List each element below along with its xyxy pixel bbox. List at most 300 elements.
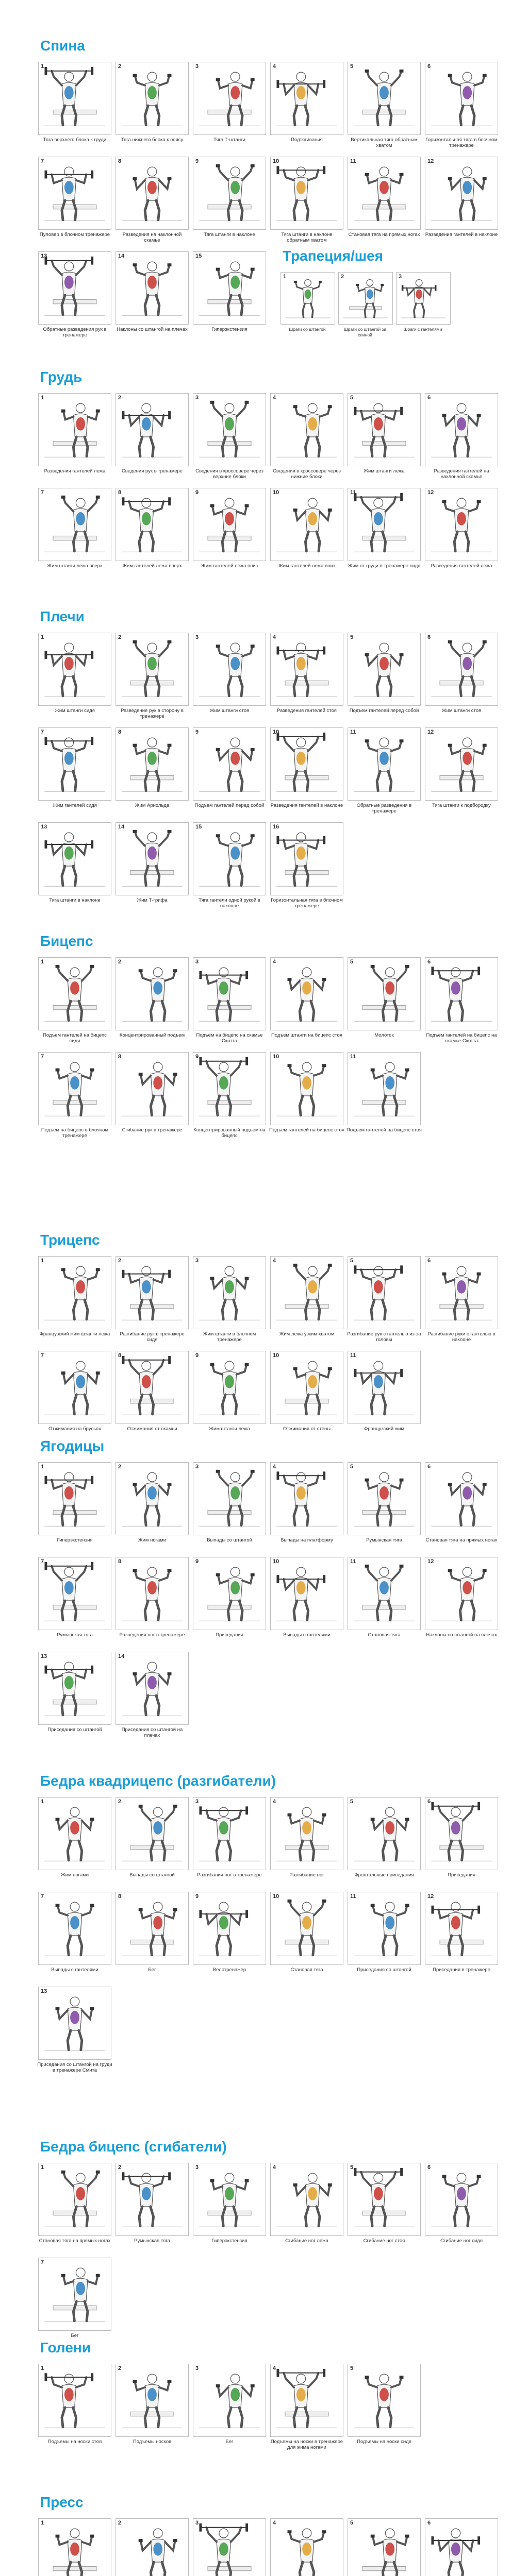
exercise-number: 10 xyxy=(273,1893,279,1900)
exercise-number: 3 xyxy=(195,959,199,965)
exercise-card xyxy=(268,1797,345,1892)
exercise-frame xyxy=(38,2364,111,2437)
exercise-frame xyxy=(425,1557,498,1630)
exercise-number: 5 xyxy=(350,1464,354,1470)
exercise-caption: Тяга Т-штанги xyxy=(213,137,245,143)
exercise-illustration xyxy=(271,728,343,800)
exercise-number: 3 xyxy=(399,274,402,280)
exercise-caption: Обратные разведения в тренажере xyxy=(356,803,412,814)
exercise-number: 9 xyxy=(195,729,199,735)
exercise-card xyxy=(423,393,500,488)
exercise-caption: Выпады со штангой xyxy=(207,1537,252,1543)
exercise-number: 5 xyxy=(350,2164,354,2171)
exercise-frame xyxy=(193,62,266,135)
exercise-illustration xyxy=(425,728,498,800)
exercise-card xyxy=(36,2258,113,2352)
exercise-card xyxy=(345,1892,423,1987)
exercise-illustration xyxy=(193,394,266,466)
exercise-illustration xyxy=(348,394,420,466)
exercise-number: 7 xyxy=(41,2259,44,2265)
exercise-number: 15 xyxy=(195,253,202,259)
exercise-illustration xyxy=(39,728,111,800)
exercise-number: 11 xyxy=(350,1558,356,1565)
exercise-caption: Сведения в кроссовере через нижние блоки xyxy=(273,468,341,480)
exercise-frame xyxy=(425,157,498,230)
exercise-caption: Горизонтальная тяга в блочном тренажере xyxy=(425,137,498,148)
exercise-number: 12 xyxy=(427,729,434,735)
exercise-illustration xyxy=(193,823,266,895)
exercise-card xyxy=(345,957,423,1052)
exercise-illustration xyxy=(348,2519,420,2576)
exercise-card xyxy=(36,1256,113,1351)
exercise-card xyxy=(191,157,268,251)
exercise-frame xyxy=(348,1256,421,1329)
exercise-frame xyxy=(116,2518,189,2576)
exercise-caption: Разведения гантелей стоя xyxy=(277,708,337,714)
exercise-caption: Подъемы на носки сидя xyxy=(357,2439,411,2445)
exercise-frame xyxy=(38,393,111,466)
section xyxy=(36,1772,500,2081)
exercise-frame xyxy=(116,822,189,895)
exercise-card xyxy=(394,272,452,339)
exercise-illustration xyxy=(271,488,343,561)
exercise-caption: Выпады с гантелями xyxy=(283,1632,331,1638)
exercise-frame xyxy=(270,393,343,466)
exercise-frame xyxy=(116,1652,189,1725)
exercise-caption: Сведения в кроссовере через верхние блоки xyxy=(195,468,263,480)
exercise-caption: Жим штанги сидя xyxy=(55,708,95,714)
exercise-frame xyxy=(270,1052,343,1125)
exercise-frame xyxy=(425,62,498,135)
exercise-illustration xyxy=(39,1987,111,2059)
exercise-caption: Приседания со штангой на груди в тренажере Смита xyxy=(37,2062,112,2073)
exercise-number: 8 xyxy=(118,489,122,496)
exercise-caption: Подтягивания xyxy=(291,137,323,143)
exercise-number: 2 xyxy=(118,959,122,965)
exercise-frame xyxy=(193,2364,266,2437)
exercise-frame xyxy=(270,2518,343,2576)
exercise-caption: Разведения на наклонной скамье xyxy=(122,232,182,243)
exercise-card xyxy=(278,272,336,339)
exercise-number: 14 xyxy=(118,1653,125,1659)
exercise-frame xyxy=(116,393,189,466)
exercise-frame xyxy=(348,393,421,466)
exercise-illustration xyxy=(193,488,266,561)
exercise-illustration xyxy=(39,488,111,561)
exercise-illustration xyxy=(39,394,111,466)
section-title: Грудь xyxy=(40,369,82,385)
exercise-frame xyxy=(425,2163,498,2236)
exercise-frame xyxy=(116,2364,189,2437)
exercise-illustration xyxy=(193,2163,266,2235)
exercise-caption: Жим лежа узким хватом xyxy=(279,1331,335,1337)
exercise-number: 15 xyxy=(195,824,202,830)
exercise-illustration xyxy=(116,62,188,134)
exercise-illustration xyxy=(425,1557,498,1630)
exercise-frame xyxy=(348,157,421,230)
section xyxy=(36,368,500,583)
exercise-illustration xyxy=(348,1798,420,1870)
exercise-number: 13 xyxy=(41,253,47,259)
exercise-number: 8 xyxy=(118,158,122,164)
exercise-frame xyxy=(270,62,343,135)
exercise-frame xyxy=(425,2518,498,2576)
exercise-card xyxy=(36,727,113,822)
exercise-illustration xyxy=(271,394,343,466)
exercise-illustration xyxy=(39,252,111,324)
exercise-frame xyxy=(38,633,111,706)
exercise-card xyxy=(113,2364,191,2459)
exercise-frame xyxy=(193,1256,266,1329)
exercise-illustration xyxy=(193,2519,266,2576)
exercise-number: 7 xyxy=(41,489,44,496)
section xyxy=(278,247,485,339)
exercise-card xyxy=(191,1797,268,1892)
section-title: Трапеция/шея xyxy=(283,248,383,264)
exercise-number: 2 xyxy=(118,1464,122,1470)
exercise-caption: Шраги с гантелями xyxy=(403,327,442,332)
section xyxy=(36,1437,500,1747)
exercise-grid xyxy=(36,957,500,1147)
exercise-card xyxy=(36,2518,113,2576)
exercise-caption: Подъемы на носки стоя xyxy=(47,2439,102,2445)
exercise-card xyxy=(345,2163,423,2258)
exercise-illustration xyxy=(281,273,335,324)
exercise-card xyxy=(113,1557,191,1652)
exercise-frame xyxy=(348,1351,421,1424)
exercise-frame xyxy=(270,633,343,706)
exercise-card xyxy=(36,2163,113,2258)
exercise-caption: Жим от груди в тренажере сидя xyxy=(348,563,421,569)
exercise-caption: Подъемы носков xyxy=(133,2439,172,2445)
exercise-illustration xyxy=(271,1892,343,1964)
exercise-frame xyxy=(425,1256,498,1329)
exercise-caption: Горизонтальная тяга в блочном тренажере xyxy=(271,897,343,909)
exercise-illustration xyxy=(116,1257,188,1329)
exercise-number: 4 xyxy=(273,2365,276,2371)
exercise-card xyxy=(423,2163,500,2258)
exercise-caption: Подъем гантелей на бицепс стоя xyxy=(346,1127,422,1133)
exercise-frame xyxy=(348,2364,421,2437)
exercise-card xyxy=(113,727,191,822)
exercise-caption: Приседания в тренажере xyxy=(433,1967,490,1973)
exercise-card xyxy=(113,1256,191,1351)
exercise-illustration xyxy=(39,2364,111,2436)
exercise-frame xyxy=(38,1052,111,1125)
exercise-card xyxy=(113,2518,191,2576)
exercise-number: 3 xyxy=(195,1464,199,1470)
exercise-card xyxy=(345,2364,423,2459)
exercise-frame xyxy=(270,157,343,230)
exercise-number: 1 xyxy=(41,2164,44,2171)
exercise-caption: Шраги со штангой за спиной xyxy=(343,327,387,337)
exercise-illustration xyxy=(425,157,498,229)
exercise-number: 9 xyxy=(195,1352,199,1359)
exercise-frame xyxy=(193,1351,266,1424)
exercise-number: 10 xyxy=(273,729,279,735)
exercise-number: 14 xyxy=(118,253,125,259)
exercise-illustration xyxy=(271,1053,343,1125)
exercise-illustration xyxy=(116,1652,188,1724)
exercise-frame xyxy=(348,1462,421,1535)
exercise-number: 6 xyxy=(427,1464,431,1470)
exercise-card xyxy=(191,1351,268,1446)
exercise-illustration xyxy=(193,1892,266,1964)
exercise-card xyxy=(423,1557,500,1652)
exercise-illustration xyxy=(39,958,111,1030)
exercise-caption: Подъем гантелей перед собой xyxy=(349,708,419,714)
exercise-caption: Тяга нижнего блока к поясу xyxy=(121,137,184,143)
exercise-caption: Тяга гантели одной рукой в наклоне xyxy=(199,897,260,909)
exercise-illustration xyxy=(39,2163,111,2235)
exercise-caption: Французский жим штанги лежа xyxy=(39,1331,110,1337)
exercise-frame xyxy=(348,62,421,135)
exercise-caption: Обратные разведения рук в тренажере xyxy=(43,327,107,338)
exercise-illustration xyxy=(193,728,266,800)
exercise-card xyxy=(36,822,113,917)
exercise-illustration xyxy=(116,1798,188,1870)
exercise-card xyxy=(423,633,500,727)
exercise-card xyxy=(191,62,268,157)
exercise-frame xyxy=(425,1797,498,1870)
section xyxy=(36,2138,500,2352)
exercise-illustration xyxy=(425,1257,498,1329)
section xyxy=(36,1231,500,1446)
exercise-caption: Подъем на бицепс в блочном тренажере xyxy=(41,1127,109,1139)
exercise-card xyxy=(113,251,191,346)
exercise-frame xyxy=(116,62,189,135)
exercise-frame xyxy=(116,1557,189,1630)
exercise-frame xyxy=(193,1052,266,1125)
exercise-illustration xyxy=(193,1463,266,1535)
exercise-frame xyxy=(116,1256,189,1329)
exercise-card xyxy=(36,1351,113,1446)
exercise-card xyxy=(345,393,423,488)
exercise-caption: Жим штанги в блочном тренажере xyxy=(203,1331,256,1343)
exercise-number: 6 xyxy=(427,2520,431,2526)
exercise-frame xyxy=(38,62,111,135)
exercise-frame xyxy=(116,488,189,561)
exercise-frame xyxy=(116,633,189,706)
exercise-frame xyxy=(348,2163,421,2236)
exercise-frame xyxy=(193,822,266,895)
exercise-card xyxy=(336,272,394,339)
exercise-frame xyxy=(348,1052,421,1125)
exercise-caption: Приседания со штангой xyxy=(47,1727,102,1733)
exercise-card xyxy=(113,1797,191,1892)
exercise-illustration xyxy=(271,157,343,229)
exercise-frame xyxy=(116,1052,189,1125)
exercise-card xyxy=(36,1797,113,1892)
exercise-frame xyxy=(270,727,343,801)
exercise-illustration xyxy=(39,1463,111,1535)
exercise-number: 3 xyxy=(195,1799,199,1805)
exercise-number: 11 xyxy=(350,729,356,735)
exercise-number: 2 xyxy=(118,2520,122,2526)
exercise-frame xyxy=(193,633,266,706)
exercise-number: 3 xyxy=(195,634,199,640)
exercise-frame xyxy=(193,251,266,325)
exercise-illustration xyxy=(39,633,111,705)
exercise-caption: Пуловер в блочном тренажере xyxy=(39,232,110,238)
exercise-card xyxy=(423,62,500,157)
exercise-caption: Гиперэкстензия xyxy=(211,2238,248,2244)
exercise-frame xyxy=(193,1892,266,1965)
exercise-illustration xyxy=(116,1053,188,1125)
exercise-illustration xyxy=(271,1257,343,1329)
exercise-frame xyxy=(348,633,421,706)
exercise-illustration xyxy=(425,958,498,1030)
section xyxy=(36,933,500,1147)
exercise-frame xyxy=(193,1462,266,1535)
exercise-frame xyxy=(38,1652,111,1725)
exercise-number: 5 xyxy=(350,2520,354,2526)
exercise-card xyxy=(36,1052,113,1147)
exercise-card xyxy=(113,1892,191,1987)
exercise-number: 10 xyxy=(273,158,279,164)
exercise-caption: Тяга штанги в наклоне xyxy=(49,897,101,903)
exercise-illustration xyxy=(271,1557,343,1630)
exercise-illustration xyxy=(271,823,343,895)
exercise-caption: Приседания xyxy=(216,1632,243,1638)
exercise-illustration xyxy=(39,1798,111,1870)
exercise-frame xyxy=(338,272,393,325)
exercise-illustration xyxy=(348,1463,420,1535)
exercise-frame xyxy=(193,957,266,1030)
exercise-frame xyxy=(425,488,498,561)
exercise-card xyxy=(36,633,113,727)
exercise-number: 11 xyxy=(350,1893,356,1900)
exercise-number: 8 xyxy=(118,1558,122,1565)
section-title: Ягодицы xyxy=(40,1438,105,1454)
exercise-caption: Жим штанги лежа вверх xyxy=(47,563,103,569)
exercise-number: 5 xyxy=(350,63,354,70)
exercise-card xyxy=(36,62,113,157)
exercise-card xyxy=(345,62,423,157)
exercise-caption: Подъемы на носки в тренажере для жима ногами xyxy=(270,2439,343,2450)
exercise-caption: Подъем штанги на бицепс стоя xyxy=(271,1032,342,1038)
exercise-caption: Бег xyxy=(225,2439,234,2445)
exercise-number: 3 xyxy=(195,2365,199,2371)
exercise-number: 11 xyxy=(350,1352,356,1359)
exercise-illustration xyxy=(348,62,420,134)
exercise-number: 14 xyxy=(118,824,125,830)
exercise-card xyxy=(268,1351,345,1446)
section-title: Бицепс xyxy=(40,933,93,949)
exercise-number: 1 xyxy=(41,2520,44,2526)
exercise-number: 13 xyxy=(41,1653,47,1659)
exercise-caption: Становая тяга xyxy=(368,1632,401,1638)
exercise-caption: Разведения гантелей лежа xyxy=(44,468,106,474)
exercise-illustration xyxy=(116,633,188,705)
exercise-card xyxy=(268,1892,345,1987)
exercise-illustration xyxy=(116,1351,188,1423)
exercise-caption: Жим гантелей лежа вниз xyxy=(201,563,258,569)
exercise-grid xyxy=(36,1462,500,1747)
exercise-card xyxy=(423,1462,500,1557)
section-title: Бедра бицепс (сгибатели) xyxy=(40,2139,227,2155)
exercise-illustration xyxy=(348,728,420,800)
exercise-frame xyxy=(270,957,343,1030)
exercise-number: 11 xyxy=(350,1054,356,1060)
exercise-number: 7 xyxy=(41,729,44,735)
exercise-frame xyxy=(270,1351,343,1424)
exercise-number: 11 xyxy=(350,489,356,496)
exercise-number: 3 xyxy=(195,2520,199,2526)
exercise-number: 10 xyxy=(273,489,279,496)
exercise-illustration xyxy=(116,2364,188,2436)
exercise-illustration xyxy=(271,1351,343,1423)
exercise-card xyxy=(268,2364,345,2459)
exercise-card xyxy=(113,1462,191,1557)
exercise-number: 11 xyxy=(350,158,356,164)
exercise-caption: Отжимания от стены xyxy=(283,1426,331,1432)
exercise-illustration xyxy=(116,488,188,561)
exercise-illustration xyxy=(425,2519,498,2576)
exercise-grid xyxy=(36,2163,500,2352)
exercise-frame xyxy=(38,1462,111,1535)
exercise-illustration xyxy=(348,1053,420,1125)
exercise-number: 4 xyxy=(273,1258,276,1264)
exercise-frame xyxy=(38,251,111,325)
exercise-number: 13 xyxy=(41,824,47,830)
exercise-number: 5 xyxy=(350,395,354,401)
exercise-number: 4 xyxy=(273,1799,276,1805)
exercise-illustration xyxy=(348,488,420,561)
exercise-number: 4 xyxy=(273,2164,276,2171)
exercise-number: 4 xyxy=(273,63,276,70)
exercise-card xyxy=(191,1892,268,1987)
exercise-illustration xyxy=(271,1798,343,1870)
exercise-frame xyxy=(116,1462,189,1535)
exercise-number: 8 xyxy=(118,729,122,735)
exercise-frame xyxy=(348,1797,421,1870)
exercise-number: 5 xyxy=(350,959,354,965)
exercise-illustration xyxy=(193,2364,266,2436)
exercise-illustration xyxy=(39,1892,111,1964)
exercise-number: 5 xyxy=(350,634,354,640)
exercise-number: 3 xyxy=(195,63,199,70)
exercise-frame xyxy=(270,1462,343,1535)
exercise-frame xyxy=(38,1351,111,1424)
exercise-frame xyxy=(38,2518,111,2576)
exercise-caption: Становая тяга на прямых ногах xyxy=(39,2238,111,2244)
exercise-caption: Гиперэкстензия xyxy=(211,327,248,332)
exercise-frame xyxy=(396,272,451,325)
exercise-illustration xyxy=(39,62,111,134)
exercise-card xyxy=(345,2518,423,2576)
exercise-frame xyxy=(193,157,266,230)
exercise-illustration xyxy=(116,2519,188,2576)
exercise-frame xyxy=(425,727,498,801)
exercise-number: 1 xyxy=(283,274,287,280)
exercise-card xyxy=(191,633,268,727)
exercise-caption: Жим Арнольда xyxy=(135,803,170,808)
exercise-card xyxy=(345,1557,423,1652)
exercise-card xyxy=(268,488,345,583)
exercise-caption: Тяга штанги в наклоне xyxy=(204,232,255,238)
exercise-card xyxy=(36,1652,113,1747)
exercise-illustration xyxy=(193,1351,266,1423)
exercise-number: 3 xyxy=(195,395,199,401)
exercise-frame xyxy=(270,2364,343,2437)
exercise-illustration xyxy=(116,728,188,800)
exercise-illustration xyxy=(116,2163,188,2235)
exercise-card xyxy=(345,727,423,822)
exercise-number: 4 xyxy=(273,2520,276,2526)
exercise-frame xyxy=(38,1987,111,2060)
exercise-number: 12 xyxy=(427,158,434,164)
